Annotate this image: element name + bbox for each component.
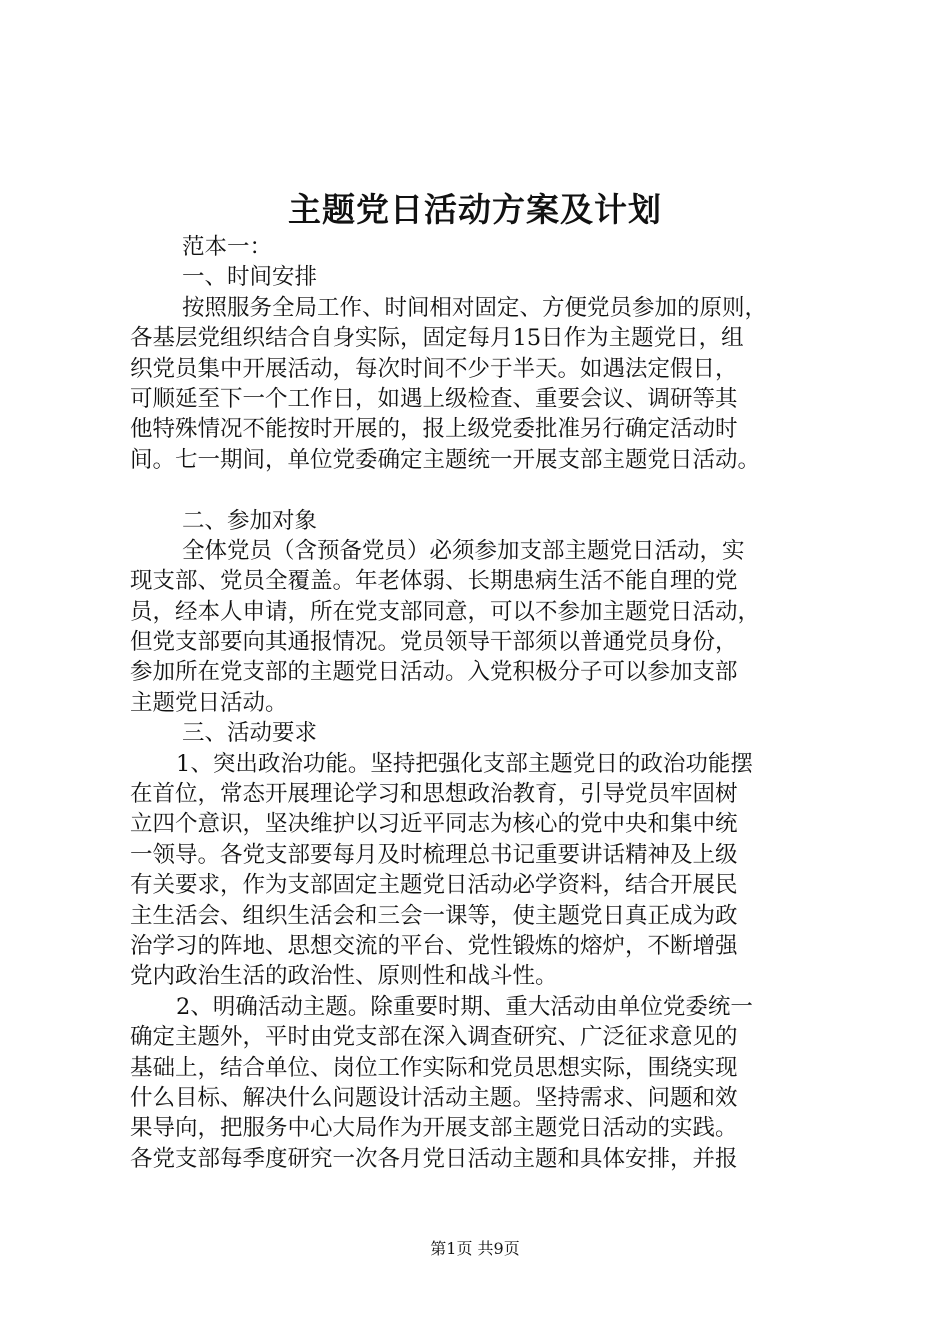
paragraph xyxy=(130,718,840,748)
document-body xyxy=(130,232,840,1174)
section-heading: 三、活动要求 xyxy=(182,720,318,747)
paragraph-line: 什么目标、解决什么问题设计活动主题。坚持需求、问题和效 xyxy=(130,1084,738,1111)
paragraph-line: 间。七一期间，单位党委确定主题统一开展支部主题党日活动。 xyxy=(130,446,761,473)
section-heading: 范本一： xyxy=(182,234,273,260)
paragraph-line: 各党支部每季度研究一次各月党日活动主题和具体安排，并报 xyxy=(130,1145,738,1172)
paragraph-line: 织党员集中开展活动，每次时间不少于半天。如遇法定假日， xyxy=(130,355,738,382)
paragraph-line: 一领导。各党支部要每月及时梳理总书记重要讲话精神及上级 xyxy=(130,841,738,868)
paragraph-line: 在首位，常态开展理论学习和思想政治教育，引导党员牢固树 xyxy=(130,781,738,808)
paragraph-line: 参加所在党支部的主题党日活动。入党积极分子可以参加支部 xyxy=(130,659,738,686)
section-heading: 一、时间安排 xyxy=(182,264,318,291)
paragraph-line: 全体党员（含预备党员）必须参加支部主题党日活动，实 xyxy=(182,537,745,564)
paragraph-line: 主生活会、组织生活会和三会一课等，使主题党日真正成为政 xyxy=(130,902,738,929)
paragraph-line: 主题党日活动。 xyxy=(130,689,288,716)
paragraph xyxy=(130,262,840,292)
paragraph-line: 立四个意识，坚决维护以习近平同志为核心的党中央和集中统 xyxy=(130,811,738,838)
paragraph-line: 基础上，结合单位、岗位工作实际和党员思想实际，围绕实现 xyxy=(130,1054,738,1081)
paragraph-line: 2、明确活动主题。除重要时期、重大活动由单位党委统一 xyxy=(176,993,753,1020)
section-heading: 二、参加对象 xyxy=(182,507,318,534)
paragraph-line: 确定主题外，平时由党支部在深入调查研究、广泛征求意见的 xyxy=(130,1024,738,1051)
paragraph-line: 各基层党组织结合自身实际，固定每月15日作为主题党日，组 xyxy=(130,325,744,352)
paragraph-line: 果导向，把服务中心大局作为开展支部主题党日活动的实践。 xyxy=(130,1115,738,1142)
paragraph-line: 员，经本人申请，所在党支部同意，可以不参加主题党日活动， xyxy=(130,598,761,625)
document-title: 主题党日活动方案及计划 xyxy=(288,190,662,229)
paragraph-line: 治学习的阵地、思想交流的平台、党性锻炼的熔炉，不断增强 xyxy=(130,932,738,959)
paragraph xyxy=(130,232,840,262)
paragraph xyxy=(130,749,840,992)
paragraph-line: 按照服务全局工作、时间相对固定、方便党员参加的原则， xyxy=(182,294,768,321)
paragraph-line: 但党支部要向其通报情况。党员领导干部须以普通党员身份， xyxy=(130,629,738,656)
paragraph-line: 现支部、党员全覆盖。年老体弱、长期患病生活不能自理的党 xyxy=(130,568,738,595)
paragraph xyxy=(130,475,840,505)
page-footer: 第1页 共9页 xyxy=(430,1239,520,1258)
paragraph-line: 党内政治生活的政治性、原则性和战斗性。 xyxy=(130,963,558,990)
paragraph-line: 他特殊情况不能按时开展的，报上级党委批准另行确定活动时 xyxy=(130,416,738,443)
paragraph-line: 1、突出政治功能。坚持把强化支部主题党日的政治功能摆 xyxy=(176,750,753,777)
paragraph-line: 可顺延至下一个工作日，如遇上级检查、重要会议、调研等其 xyxy=(130,385,738,412)
paragraph xyxy=(130,506,840,536)
paragraph-line: 有关要求，作为支部固定主题党日活动必学资料，结合开展民 xyxy=(130,872,738,899)
paragraph xyxy=(130,536,840,718)
paragraph-line xyxy=(130,475,840,505)
paragraph xyxy=(130,293,840,475)
paragraph xyxy=(130,992,840,1174)
